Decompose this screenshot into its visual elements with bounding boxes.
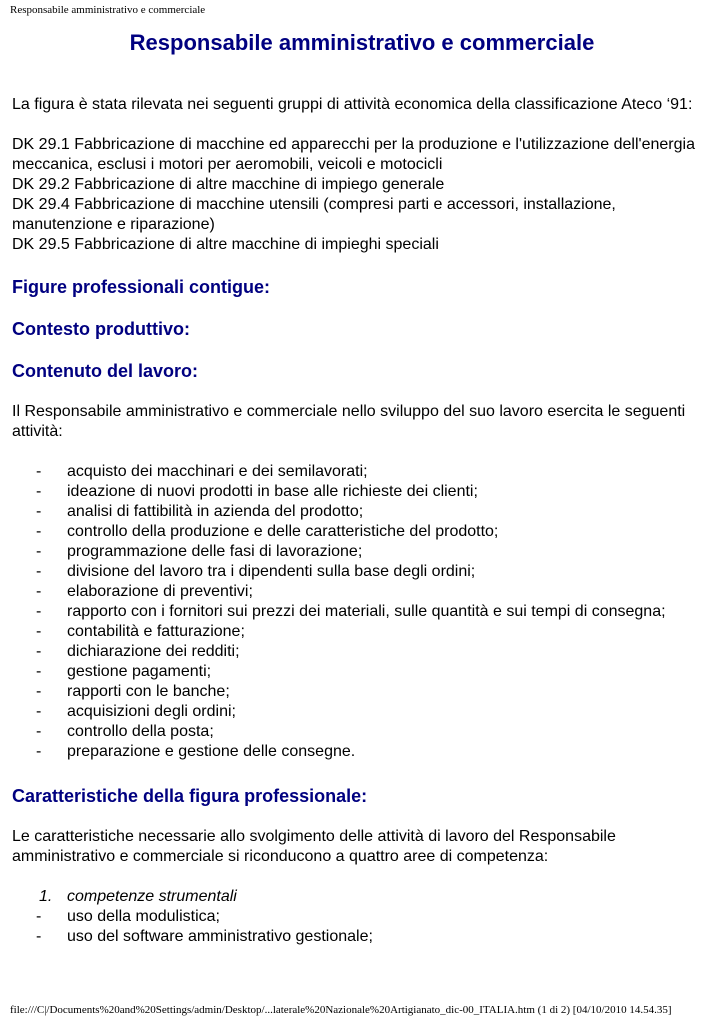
activity-text: dichiarazione dei redditi;	[67, 643, 240, 660]
ateco-group: DK 29.5 Fabbricazione di altre macchine di impieghi speciali	[12, 236, 439, 253]
list-item	[12, 542, 712, 562]
caratteristiche-paragraph: Le caratteristiche necessarie allo svolgimento delle attività di lavoro del Responsabile amministrativo e commerciale si riconducono a quattro aree di competenza:	[12, 828, 616, 865]
list-item	[12, 502, 712, 522]
dash-bullet: -	[36, 723, 42, 740]
section-heading-contesto: Contesto produttivo:	[12, 319, 190, 339]
activity-text: rapporto con i fornitori sui prezzi dei materiali, sulle quantità e sui tempi di consegna;	[67, 603, 666, 620]
activity-text: controllo della posta;	[67, 723, 214, 740]
dash-bullet: -	[36, 743, 42, 760]
section-heading-figure-contigue: Figure professionali contigue:	[12, 277, 271, 297]
section-heading-contenuto: Contenuto del lavoro:	[12, 361, 198, 381]
activity-text: acquisto dei macchinari e dei semilavorati;	[67, 463, 368, 480]
competence-area-heading	[12, 887, 712, 907]
activity-text: ideazione di nuovi prodotti in base alle richieste dei clienti;	[67, 483, 478, 500]
intro-paragraph: La figura è stata rilevata nei seguenti gruppi di attività economica della classificazione Ateco ‘91:	[12, 96, 693, 113]
running-header: Responsabile amministrativo e commerciale	[10, 4, 206, 16]
dash-bullet: -	[36, 908, 42, 925]
running-footer: file:///C|/Documents%20and%20Settings/admin/Desktop/...laterale%20Nazionale%20Artigianato_dic-00_ITALIA.htm (1 di 2) [04/10/2010 14.54.35]	[10, 1004, 672, 1016]
ateco-group: DK 29.4 Fabbricazione di macchine utensili (compresi parti e accessori, installazione, manutenzione e riparazione)	[12, 196, 616, 233]
activity-text: contabilità e fatturazione;	[67, 623, 245, 640]
competence-item-text: uso della modulistica;	[67, 908, 220, 925]
document-body	[12, 95, 712, 947]
competence-area-number: 1.	[39, 888, 53, 905]
page-title: Responsabile amministrativo e commerciale	[129, 30, 595, 55]
list-item	[12, 522, 712, 542]
competence-area-title: competenze strumentali	[67, 888, 237, 905]
dash-bullet: -	[36, 643, 42, 660]
list-item	[12, 662, 712, 682]
dash-bullet: -	[36, 683, 42, 700]
list-item	[12, 462, 712, 482]
dash-bullet: -	[36, 583, 42, 600]
activities-list	[12, 462, 712, 762]
dash-bullet: -	[36, 543, 42, 560]
list-item	[12, 582, 712, 602]
activity-text: divisione del lavoro tra i dipendenti sulla base degli ordini;	[67, 563, 476, 580]
dash-bullet: -	[36, 563, 42, 580]
list-item	[12, 482, 712, 502]
activity-text: rapporti con le banche;	[67, 683, 230, 700]
dash-bullet: -	[36, 603, 42, 620]
list-item	[12, 702, 712, 722]
ateco-group: DK 29.1 Fabbricazione di macchine ed apparecchi per la produzione e l'utilizzazione dell'energia meccanica, esclusi i motori per aeromobili, veicoli e motocicli	[12, 136, 695, 173]
contenuto-paragraph: Il Responsabile amministrativo e commerciale nello sviluppo del suo lavoro esercita le seguenti attività:	[12, 403, 686, 440]
list-item	[12, 742, 712, 762]
list-item	[12, 602, 712, 622]
dash-bullet: -	[36, 703, 42, 720]
competence-items-list	[12, 907, 712, 947]
activity-text: programmazione delle fasi di lavorazione;	[67, 543, 363, 560]
activity-text: analisi di fattibilità in azienda del prodotto;	[67, 503, 364, 520]
dash-bullet: -	[36, 503, 42, 520]
list-item	[12, 907, 712, 927]
list-item	[12, 622, 712, 642]
section-heading-caratteristiche: Caratteristiche della figura professionale:	[12, 786, 368, 806]
ateco-group: DK 29.2 Fabbricazione di altre macchine di impiego generale	[12, 176, 445, 193]
dash-bullet: -	[36, 663, 42, 680]
activity-text: elaborazione di preventivi;	[67, 583, 253, 600]
competence-item-text: uso del software amministrativo gestionale;	[67, 928, 373, 945]
list-item	[12, 642, 712, 662]
list-item	[12, 927, 712, 947]
activity-text: controllo della produzione e delle caratteristiche del prodotto;	[67, 523, 499, 540]
activity-text: preparazione e gestione delle consegne.	[67, 743, 356, 760]
list-item	[12, 722, 712, 742]
list-item	[12, 562, 712, 582]
dash-bullet: -	[36, 623, 42, 640]
dash-bullet: -	[36, 928, 42, 945]
dash-bullet: -	[36, 463, 42, 480]
activity-text: acquisizioni degli ordini;	[67, 703, 236, 720]
dash-bullet: -	[36, 523, 42, 540]
list-item	[12, 682, 712, 702]
dash-bullet: -	[36, 483, 42, 500]
ateco-groups	[12, 135, 712, 255]
activity-text: gestione pagamenti;	[67, 663, 212, 680]
